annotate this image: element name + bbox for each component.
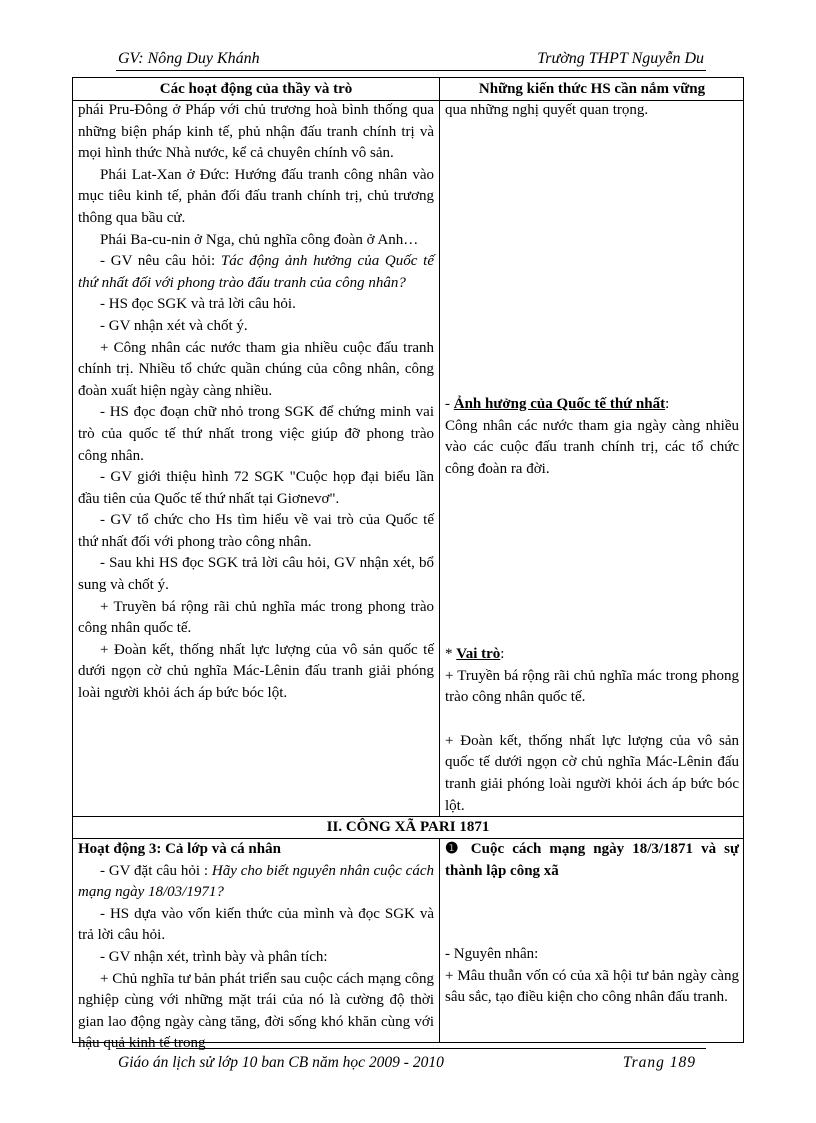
- paragraph: + Truyền bá rộng rãi chủ nghĩa mác trong phong trào công nhân quốc tế.: [78, 598, 434, 637]
- paragraph: Phái Ba-cu-nin ở Nga, chủ nghĩa công đoàn ở Anh…: [100, 231, 419, 248]
- paragraph: - HS đọc đoạn chữ nhỏ trong SGK để chứng minh vai trò của quốc tế thứ nhất trong việc giúp đỡ phong trào công nhân.: [78, 404, 434, 464]
- influence-title: Ảnh hưởng của Quốc tế thứ nhất: [453, 396, 666, 412]
- col-header-activities: Các hoạt động của thầy và trò: [159, 81, 353, 97]
- section1-knowledge-role: [445, 644, 739, 817]
- paragraph: Phái Lat-Xan ở Đức: Hướng đấu tranh công nhân vào mục tiêu kinh tế, phản đối đấu tranh chính trị, chủ trương thông qua bầu cử.: [78, 166, 434, 226]
- paragraph: - GV giới thiệu hình 72 SGK "Cuộc họp đại biểu lần đầu tiên của Quốc tế thứ nhất tại Giơnevơ".: [78, 469, 434, 507]
- section2-activities: [78, 839, 434, 1055]
- paragraph: Công nhân các nước tham gia ngày càng nhiều vào các cuộc đấu tranh chính trị, các tổ chức công đoàn ra đời.: [445, 417, 739, 477]
- column-divider-bottom: [439, 838, 440, 1042]
- question-text: Tác động ảnh hưởng của Quốc tế thứ nhất đối với phong trào đấu tranh của công nhân?: [78, 253, 434, 291]
- paragraph: - GV nhận xét và chốt ý.: [100, 317, 248, 334]
- section1-knowledge-top: [445, 100, 739, 122]
- paragraph: + Truyền bá rộng rãi chủ nghĩa mác trong phong trào công nhân quốc tế.: [445, 667, 739, 706]
- role-title: Vai trò: [456, 646, 501, 662]
- question-paragraph: [78, 251, 434, 294]
- paragraph: phái Pru-Đông ở Pháp với chủ trương hoà bình thống qua những biện pháp kinh tế, phủ nhận đấu tranh chính trị và mọi hình thức Nhà nước, kể cả chuyên chính vô sản.: [78, 102, 434, 162]
- paragraph: qua những nghị quyết quan trọng.: [445, 102, 649, 118]
- teacher-name: GV: Nông Duy Khánh: [118, 50, 260, 67]
- page-header: [118, 48, 704, 70]
- section2-knowledge-cause: [445, 944, 739, 1009]
- paragraph: + Đoàn kết, thống nhất lực lượng của vô sản quốc tế dưới ngọn cờ chủ nghĩa Mác-Lênin đấu tranh giải phóng loài người khỏi ách áp bức bóc lột.: [445, 732, 739, 814]
- footer-rule: [116, 1048, 706, 1049]
- footer-title: Giáo án lịch sử lớp 10 ban CB năm học 2009 - 2010: [118, 1054, 444, 1071]
- question-lead: - GV đặt câu hỏi :: [100, 862, 212, 879]
- paragraph: + Công nhân các nước tham gia nhiều cuộc đấu tranh chính trị. Nhiều tổ chức quần chúng của công nhân, công đoàn xuất hiện ngày càng nhiều.: [78, 339, 434, 399]
- paragraph: + Chủ nghĩa tư bản phát triển sau cuộc cách mạng công nghiệp cùng với những mặt trái của nó là cường độ thời gian lao động ngày càng tăng, đời sống khó khăn cùng với hậu quả kinh tế trong: [78, 970, 434, 1052]
- question-paragraph: [78, 861, 434, 904]
- role-heading: * Vai trò:: [445, 646, 505, 662]
- section-title: II. CÔNG XÃ PARI 1871: [326, 819, 490, 835]
- paragraph: + Đoàn kết, thống nhất lực lượng của vô sản quốc tế dưới ngọn cờ chủ nghĩa Mác-Lênin đấu tranh giải phóng loài người khỏi ách áp bức bóc lột.: [78, 641, 434, 702]
- question-text: Hãy cho biết nguyên nhân cuộc cách mạng ngày 18/03/1971?: [78, 862, 434, 901]
- paragraph: - GV tổ chức cho Hs tìm hiểu về vai trò của Quốc tế thứ nhất đối với phong trào công nhân.: [78, 512, 434, 550]
- influence-heading: - Ảnh hưởng của Quốc tế thứ nhất:: [445, 396, 670, 412]
- column-divider-top: [439, 78, 440, 816]
- paragraph: + Mâu thuẫn vốn có của xã hội tư bản ngày càng sâu sắc, tạo điều kiện cho công nhân đấu tranh.: [445, 967, 739, 1006]
- paragraph: - Sau khi HS đọc SGK trả lời câu hỏi, GV nhận xét, bổ sung và chốt ý.: [78, 555, 434, 594]
- activity-title: Hoạt động 3: Cả lớp và cá nhân: [78, 841, 281, 857]
- section2-knowledge: [445, 839, 739, 882]
- question-lead: - GV nêu câu hỏi:: [100, 253, 221, 270]
- section1-knowledge-influence: [445, 394, 739, 480]
- col-header-knowledge: Những kiến thức HS cần nắm vững: [478, 81, 706, 97]
- paragraph: - HS đọc SGK và trả lời câu hỏi.: [100, 296, 296, 313]
- paragraph: - Nguyên nhân:: [445, 946, 539, 962]
- paragraph: - HS dựa vào vốn kiến thức của mình và đọc SGK và trả lời câu hỏi.: [78, 905, 434, 944]
- page-number: Trang 189: [622, 1054, 696, 1071]
- school-name: Trường THPT Nguyễn Du: [537, 50, 704, 67]
- header-rule: [116, 70, 706, 71]
- paragraph: - GV nhận xét, trình bày và phân tích:: [100, 948, 328, 965]
- subsection-title: ❶ Cuộc cách mạng ngày 18/3/1871 và sự thành lập công xã: [445, 841, 739, 879]
- section1-activities: [78, 100, 434, 705]
- lesson-table: [72, 77, 744, 1052]
